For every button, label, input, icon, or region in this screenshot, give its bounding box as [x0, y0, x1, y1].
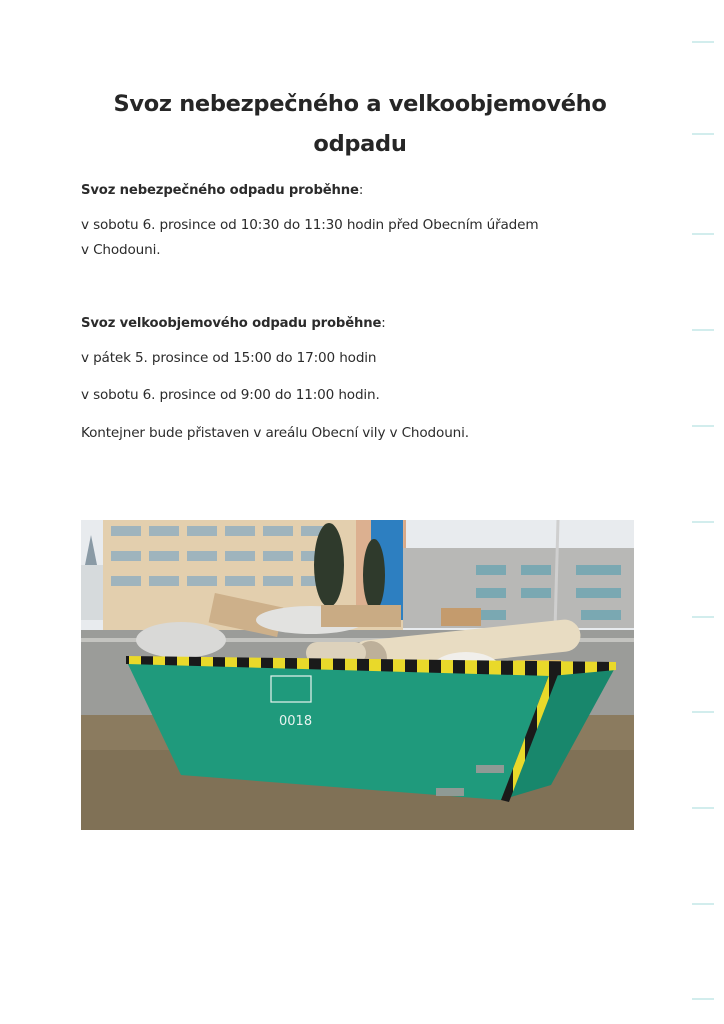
hazardous-heading-text: Svoz nebezpečného odpadu proběhne	[81, 183, 359, 198]
heading-colon: :	[358, 183, 364, 198]
scan-edge-mark	[692, 425, 714, 427]
hazardous-line-1: v sobotu 6. prosince od 10:30 do 11:30 hodin před Obecním úřadem	[81, 217, 539, 233]
scan-edge-mark	[692, 616, 714, 618]
container-photo	[81, 520, 634, 830]
bulky-heading	[81, 316, 386, 331]
document-title	[100, 84, 620, 164]
scan-edge-mark	[692, 41, 714, 43]
bulky-line-2: v sobotu 6. prosince od 9:00 do 11:00 hodin.	[81, 387, 380, 403]
scan-edge-mark	[692, 329, 714, 331]
heading-colon: :	[381, 316, 386, 331]
title-line-1: Svoz nebezpečného a velkoobjemového	[113, 91, 607, 117]
bulky-line-3: Kontejner bude přistaven v areálu Obecní vily v Chodouni.	[81, 425, 469, 441]
bulky-heading-text: Svoz velkoobjemového odpadu proběhne	[81, 316, 382, 331]
hazardous-heading	[81, 183, 363, 198]
scan-edge-mark	[692, 711, 714, 713]
scan-edge-mark	[692, 998, 714, 1000]
container-number: 0018	[279, 714, 313, 729]
scan-edge-mark	[692, 521, 714, 523]
scan-edge-mark	[692, 807, 714, 809]
title-line-2: odpadu	[313, 131, 407, 157]
scan-edge-mark	[692, 233, 714, 235]
scan-edge-mark	[692, 133, 714, 135]
scan-edge-mark	[692, 903, 714, 905]
hazardous-line-2: v Chodouni.	[81, 242, 161, 258]
bulky-line-1: v pátek 5. prosince od 15:00 do 17:00 hodin	[81, 350, 377, 366]
